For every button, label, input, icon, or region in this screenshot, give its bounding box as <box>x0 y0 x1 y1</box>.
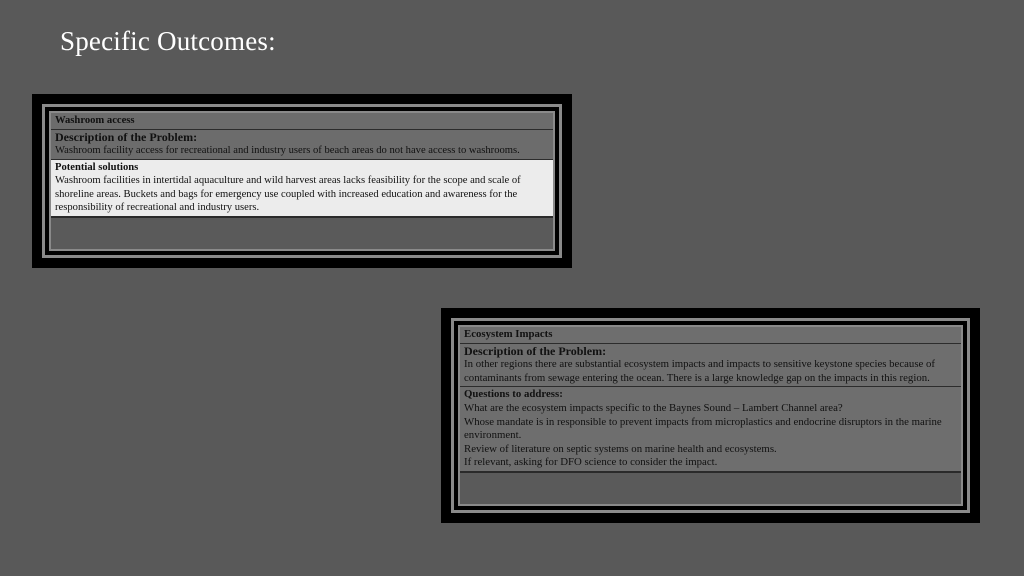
topic-row <box>51 113 553 130</box>
card-content <box>49 111 555 251</box>
questions-heading: Questions to address: <box>464 388 563 401</box>
question-item: Whose mandate is in responsible to prevent impacts from microplastics and endocrine disruptors in the marine environment. <box>464 415 942 442</box>
problem-heading: Description of the Problem: <box>464 343 607 358</box>
question-item: If relevant, asking for DFO science to consider the impact. <box>464 456 718 469</box>
solutions-text: Washroom facilities in intertidal aquaculture and wild harvest areas lacks feasibility for the scope and scale of shoreline areas. Buckets and bags for emergency use coupled with increased education and awareness for the responsibility of recreational and industry users. <box>55 175 521 213</box>
problem-heading: Description of the Problem: <box>55 129 198 144</box>
solutions-row <box>51 160 553 216</box>
topic-heading: Washroom access <box>55 115 135 126</box>
solutions-heading: Potential solutions <box>55 161 139 173</box>
topic-row <box>460 327 961 344</box>
card-content <box>458 325 963 506</box>
washroom-table <box>51 113 553 218</box>
slide-title: Specific Outcomes: <box>60 26 276 56</box>
topic-heading: Ecosystem Impacts <box>464 328 553 340</box>
question-item: What are the ecosystem impacts specific to the Baynes Sound – Lambert Channel area? <box>464 401 843 414</box>
ecosystem-impacts-card <box>441 308 980 523</box>
washroom-access-card <box>32 94 572 268</box>
problem-text: Washroom facility access for recreational and industry users of beach areas do not have access to washrooms. <box>55 145 520 156</box>
ecosystem-table <box>460 327 961 473</box>
question-item: Review of literature on septic systems on marine health and ecosystems. <box>464 442 777 455</box>
problem-row <box>51 130 553 160</box>
problem-text: In other regions there are substantial ecosystem impacts and impacts to sensitive keystone species because of contaminants from sewage entering the ocean. There is a large knowledge gap on the impacts in this region. <box>464 358 936 384</box>
card-inner-border <box>451 318 970 513</box>
problem-row <box>460 344 961 388</box>
questions-row <box>460 387 961 471</box>
card-inner-border <box>42 104 562 258</box>
